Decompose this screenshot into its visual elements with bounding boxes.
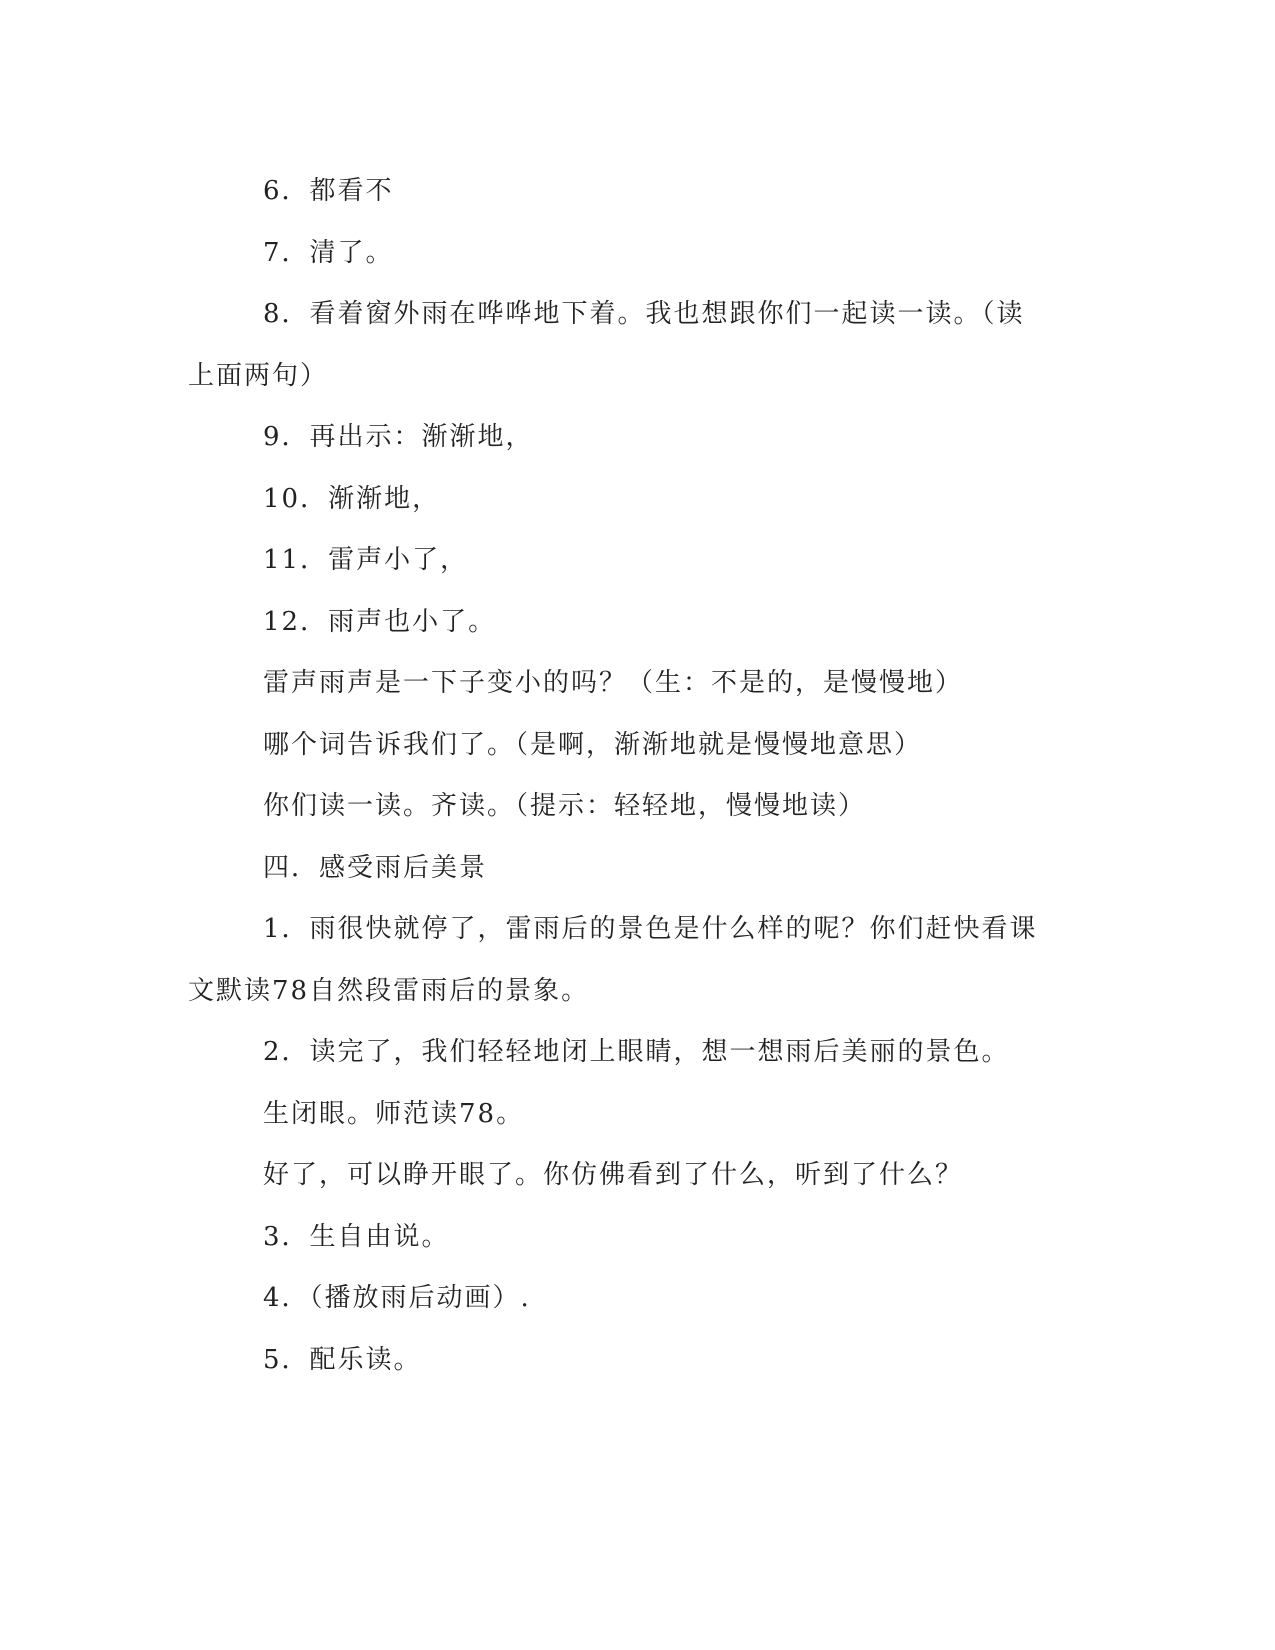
paragraph-line: 哪个词告诉我们了。（是啊，渐渐地就是慢慢地意思）	[263, 729, 923, 760]
paragraph-line: 生闭眼。师范读78。	[263, 1098, 525, 1129]
paragraph-line: 10．渐渐地，	[263, 483, 441, 514]
section-heading: 四．感受雨后美景	[263, 852, 488, 883]
paragraph-line: 1．雨很快就停了，雷雨后的景色是什么样的呢？你们赶快看课	[263, 914, 1038, 944]
paragraph-line: 雷声雨声是一下子变小的吗？（生：不是的，是慢慢地）	[263, 668, 964, 698]
paragraph-line: 你们读一读。齐读。（提示：轻轻地，慢慢地读）	[263, 791, 867, 821]
paragraph-line: 8．看着窗外雨在哗哗地下着。我也想跟你们一起读一读。（读	[263, 299, 1025, 329]
paragraph-line: 2．读完了，我们轻轻地闭上眼睛，想一想雨后美丽的景色。	[263, 1037, 1010, 1067]
paragraph-line: 7．清了。	[263, 237, 394, 268]
paragraph-line: 5．配乐读。	[263, 1344, 422, 1375]
paragraph-line: 6．都看不	[263, 176, 394, 206]
paragraph-line: 9．再出示：渐渐地，	[263, 422, 534, 452]
paragraph-continuation-line: 上面两句）	[188, 360, 329, 391]
paragraph-continuation-line: 文默读78自然段雷雨后的景象。	[188, 975, 590, 1006]
paragraph-line: 4．（播放雨后动画）.	[263, 1283, 531, 1313]
paragraph-line: 12．雨声也小了。	[263, 606, 497, 637]
paragraph-line: 好了，可以睁开眼了。你仿佛看到了什么，听到了什么？	[263, 1160, 964, 1190]
document-body	[188, 161, 1068, 1391]
paragraph-line: 11．雷声小了，	[263, 545, 469, 575]
paragraph-line: 3．生自由说。	[263, 1221, 450, 1252]
